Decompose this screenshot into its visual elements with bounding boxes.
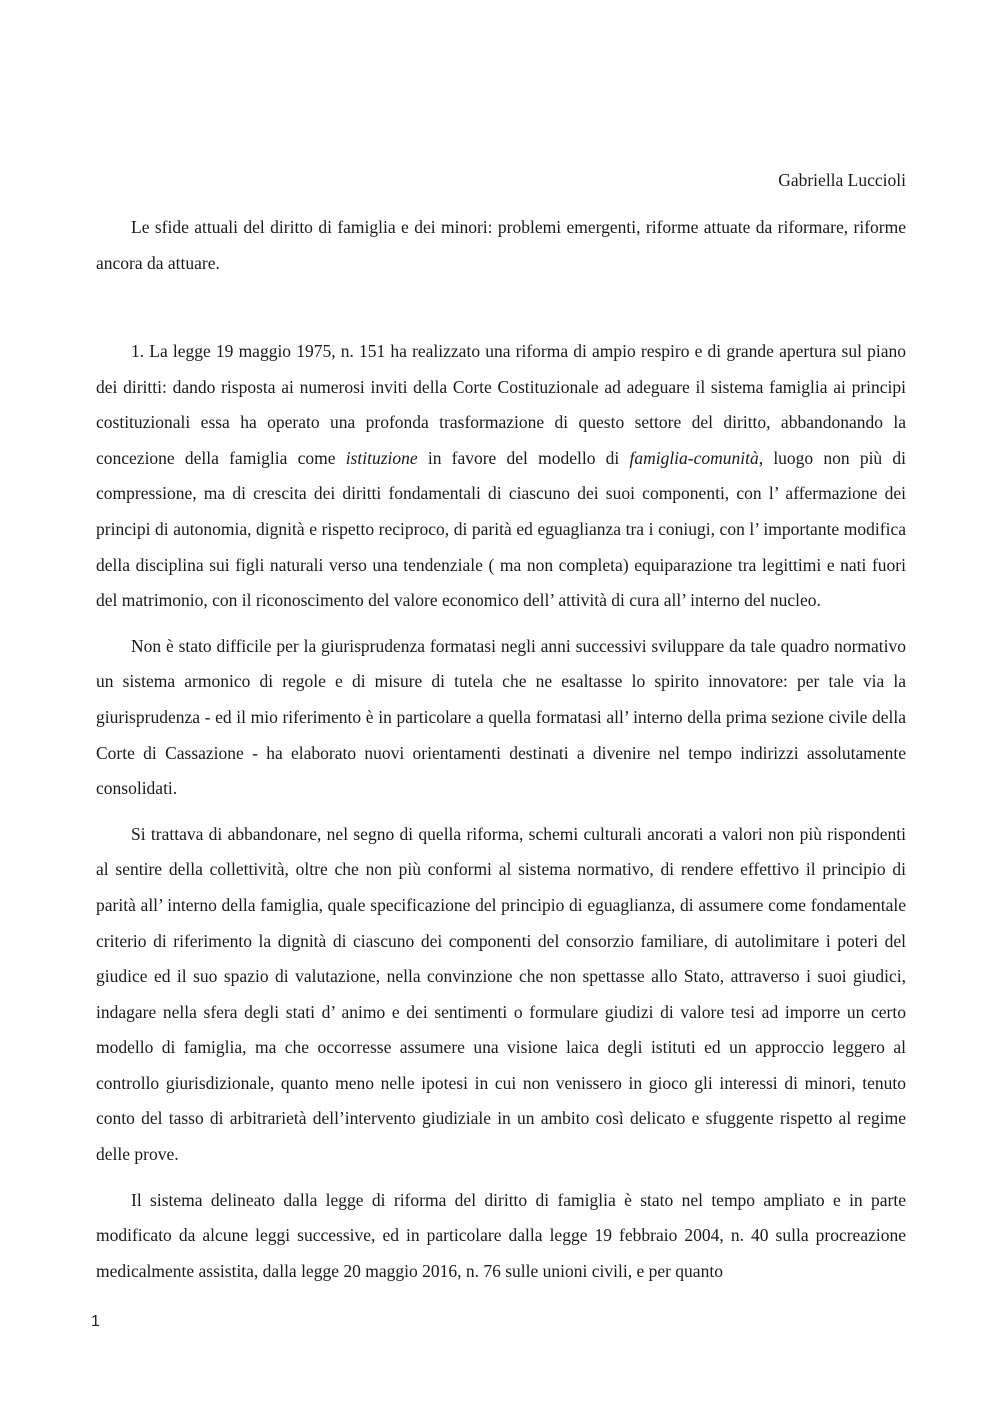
italic-term-famiglia-comunita: famiglia-comunità <box>629 447 759 468</box>
page-number: 1 <box>91 1313 100 1330</box>
paragraph-4: Il sistema delineato dalla legge di riforma del diritto di famiglia è stato nel tempo ampliato e in parte modificato da alcune leggi successive, ed in particolare dalla legge 19 febbraio 2004, n. 40 sulla procreazione medicalmente assistita, dalla legge 20 maggio 2016, n. 76 sulle unioni civili, e per quanto <box>96 1189 906 1281</box>
paragraph-2: Non è stato difficile per la giurisprudenza formatasi negli anni successivi sviluppare da tale quadro normativo un sistema armonico di regole e di misure di tutela che ne esaltasse lo spirito innovatore: per tale via la giurisprudenza - ed il mio riferimento è in particolare a quella formatasi all’ interno della prima sezione civile della Corte di Cassazione - ha elaborato nuovi orientamenti destinati a divenire nel tempo indirizzi assolutamente consolidati. <box>96 635 906 799</box>
paragraph-1-text-c: , luogo non più di compressione, ma di crescita dei diritti fondamentali di ciascuno dei suoi componenti, con l’ affermazione dei principi di autonomia, dignità e rispetto reciproco, di parità ed eguaglianza tra i coniugi, con l’ importante modifica della disciplina sui figli naturali verso una tendenziale ( ma non completa) equiparazione tra legittimi e nati fuori del matrimonio, con il riconoscimento del valore economico dell’ attività di cura all’ interno del nucleo. <box>96 447 906 611</box>
document-body <box>96 334 906 1289</box>
author-name: Gabriella Luccioli <box>778 170 906 190</box>
paragraph-1-text-b: in favore del modello di <box>417 447 630 468</box>
paragraph-3: Si trattava di abbandonare, nel segno di quella riforma, schemi culturali ancorati a valori non più rispondenti al sentire della collettività, oltre che non più conformi al sistema normativo, di rendere effettivo il principio di parità all’ interno della famiglia, quale specificazione del principio di eguaglianza, di assumere come fondamentale criterio di riferimento la dignità di ciascuno dei componenti del consorzio familiare, di autolimitare i poteri del giudice ed il suo spazio di valutazione, nella convinzione che non spettasse allo Stato, attraverso i suoi giudici, indagare nella sfera degli stati d’ animo e dei sentimenti o formulare giudizi di valore tesi ad imporre un certo modello di famiglia, ma che occorresse assumere una visione laica degli istituti ed un approccio leggero al controllo giurisdizionale, quanto meno nelle ipotesi in cui non venissero in gioco gli interessi di minori, tenuto conto del tasso di arbitrarietà dell’intervento giudiziale in un ambito così delicato e sfuggente rispetto al regime delle prove. <box>96 823 906 1165</box>
paragraph-1 <box>96 334 906 619</box>
paragraph-1-text-a: 1. La legge 19 maggio 1975, n. 151 ha realizzato una riforma di ampio respiro e di grande apertura sul piano dei diritti: dando risposta ai numerosi inviti della Corte Costituzionale ad adeguare il sistema famiglia ai principi costituzionali essa ha operato una profonda trasformazione di questo settore del diritto, abbandonando la concezione della famiglia come <box>96 341 906 468</box>
italic-term-istituzione: istituzione <box>345 447 418 468</box>
document-title: Le sfide attuali del diritto di famiglia e dei minori: problemi emergenti, riforme attuate da riformare, riforme ancora da attuare. <box>96 217 906 273</box>
